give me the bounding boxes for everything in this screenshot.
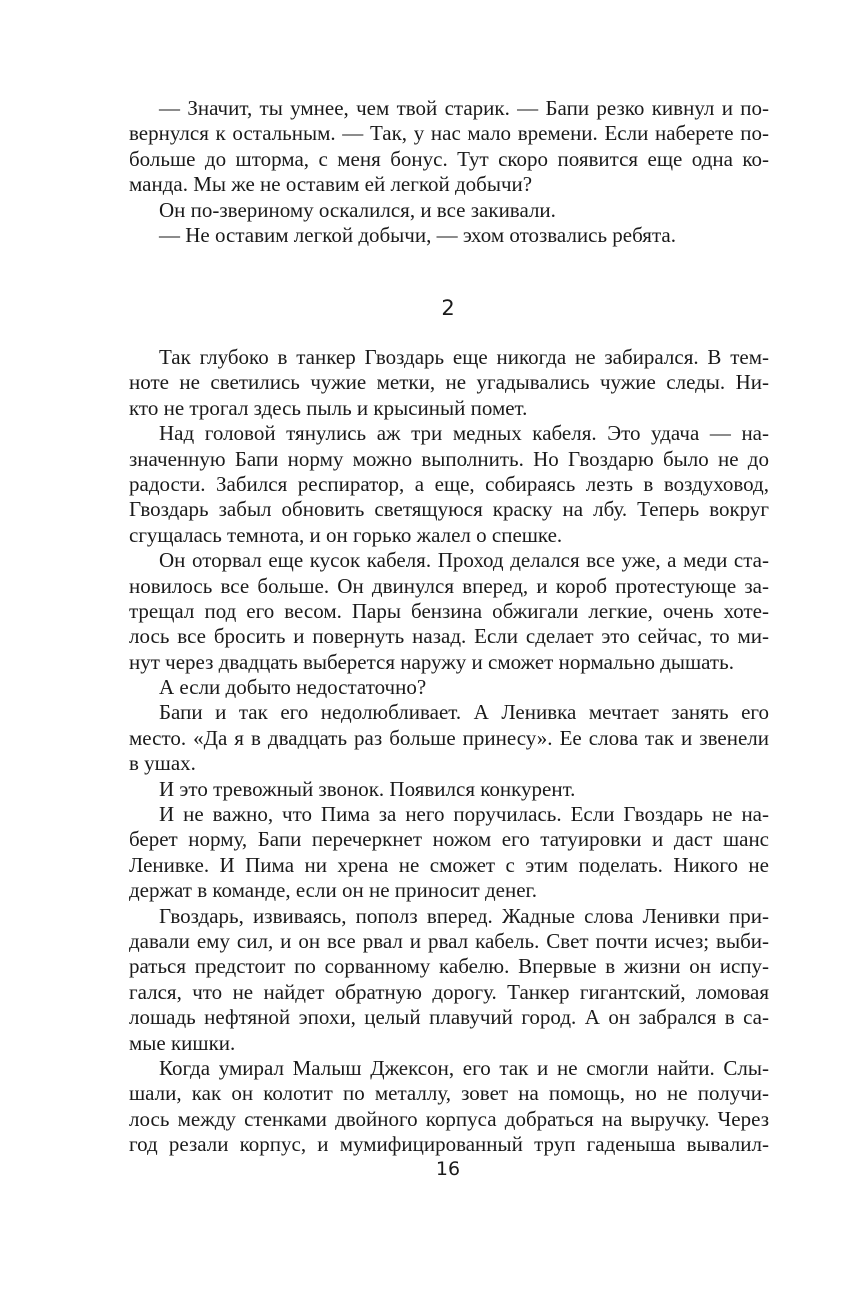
text-line: нут через двадцать выберется наружу и сможет нормально дышать. — [129, 649, 734, 674]
text-block-main — [129, 345, 769, 1158]
text-line: лось между стенками двойного корпуса добраться на выручку. Через — [129, 1106, 769, 1131]
text-line: радости. Забился респиратор, а еще, собираясь лезть в воздуховод, — [129, 471, 769, 496]
text-line: лошадь нефтяной эпохи, целый плавучий город. А он забрался в са- — [129, 1005, 769, 1030]
text-line: Когда умирал Малыш Джексон, его так и не смогли найти. Слы- — [159, 1055, 769, 1080]
text-line: сгущалась темнота, и он горько жалел о спешке. — [129, 522, 563, 547]
text-line: А если добыто недостаточно? — [159, 675, 427, 700]
text-line: берет норму, Бапи перечеркнет ножом его татуировки и даст шанс — [129, 827, 769, 852]
text-line: гался, что не найдет обратную дорогу. Танкер гигантский, ломовая — [129, 979, 769, 1004]
text-line: в ушах. — [129, 751, 196, 776]
text-line: трещал под его весом. Пары бензина обжигали легкие, очень хоте- — [129, 598, 769, 623]
text-line: Он по-звериному оскалился, и все закивали. — [159, 197, 556, 222]
text-line: мые кишки. — [129, 1030, 236, 1055]
text-line: Гвоздарь, извиваясь, пополз вперед. Жадные слова Ленивки при- — [159, 903, 769, 928]
text-line: давали ему сил, и он все рвал и рвал кабель. Свет почти исчез; выби- — [129, 928, 769, 953]
text-line: значенную Бапи норму можно выполнить. Но Гвоздарю было не до — [129, 446, 769, 471]
text-line: кто не трогал здесь пыль и крысиный помет. — [129, 395, 528, 420]
chapter-number: 2 — [441, 296, 455, 320]
page-number: 16 — [435, 1158, 461, 1180]
text-block-top — [129, 96, 769, 248]
text-line: больше до шторма, с меня бонус. Тут скоро появится еще одна ко- — [129, 146, 769, 171]
text-line: год резали корпус, и мумифицированный труп гаденыша вывалил- — [129, 1132, 769, 1157]
text-line: Гвоздарь забыл обновить светящуюся краску на лбу. Теперь вокруг — [129, 497, 769, 522]
text-line: — Не оставим легкой добычи, — эхом отозвались ребята. — [159, 222, 676, 247]
text-line: И это тревожный звонок. Появился конкурент. — [159, 776, 576, 801]
text-line: Ленивке. И Пима ни хрена не сможет с этим поделать. Никого не — [129, 852, 769, 877]
text-line: ноте не светились чужие метки, не угадывались чужие следы. Ни- — [129, 370, 769, 395]
text-line: Над головой тянулись аж три медных кабеля. Это удача — на- — [159, 421, 769, 446]
text-line: манда. Мы же не оставим ей легкой добычи? — [129, 172, 533, 197]
text-line: лось все бросить и повернуть назад. Если сделает это сейчас, то ми- — [129, 624, 769, 649]
text-line: место. «Да я в двадцать раз больше принесу». Ее слова так и звенели — [129, 725, 769, 750]
text-line: раться предстоит по сорванному кабелю. Впервые в жизни он испу- — [129, 954, 769, 979]
text-line: держат в команде, если он не приносит денег. — [129, 878, 538, 903]
text-line: Так глубоко в танкер Гвоздарь еще никогда не забирался. В тем- — [159, 345, 769, 369]
text-line: новилось все больше. Он двинулся вперед, и короб протестующе за- — [129, 573, 769, 598]
text-line: Бапи и так его недолюбливает. А Ленивка мечтает занять его — [159, 700, 769, 725]
text-line: И не важно, что Пима за него поручилась. Если Гвоздарь не на- — [159, 802, 769, 827]
text-line: Он оторвал еще кусок кабеля. Проход делался все уже, а меди ста- — [159, 548, 769, 573]
text-line: — Значит, ты умнее, чем твой старик. — Бапи резко кивнул и по- — [159, 96, 769, 120]
text-line: шали, как он колотит по металлу, зовет на помощь, но не получи- — [129, 1081, 769, 1106]
text-line: вернулся к остальным. — Так, у нас мало времени. Если наберете по- — [129, 121, 769, 146]
